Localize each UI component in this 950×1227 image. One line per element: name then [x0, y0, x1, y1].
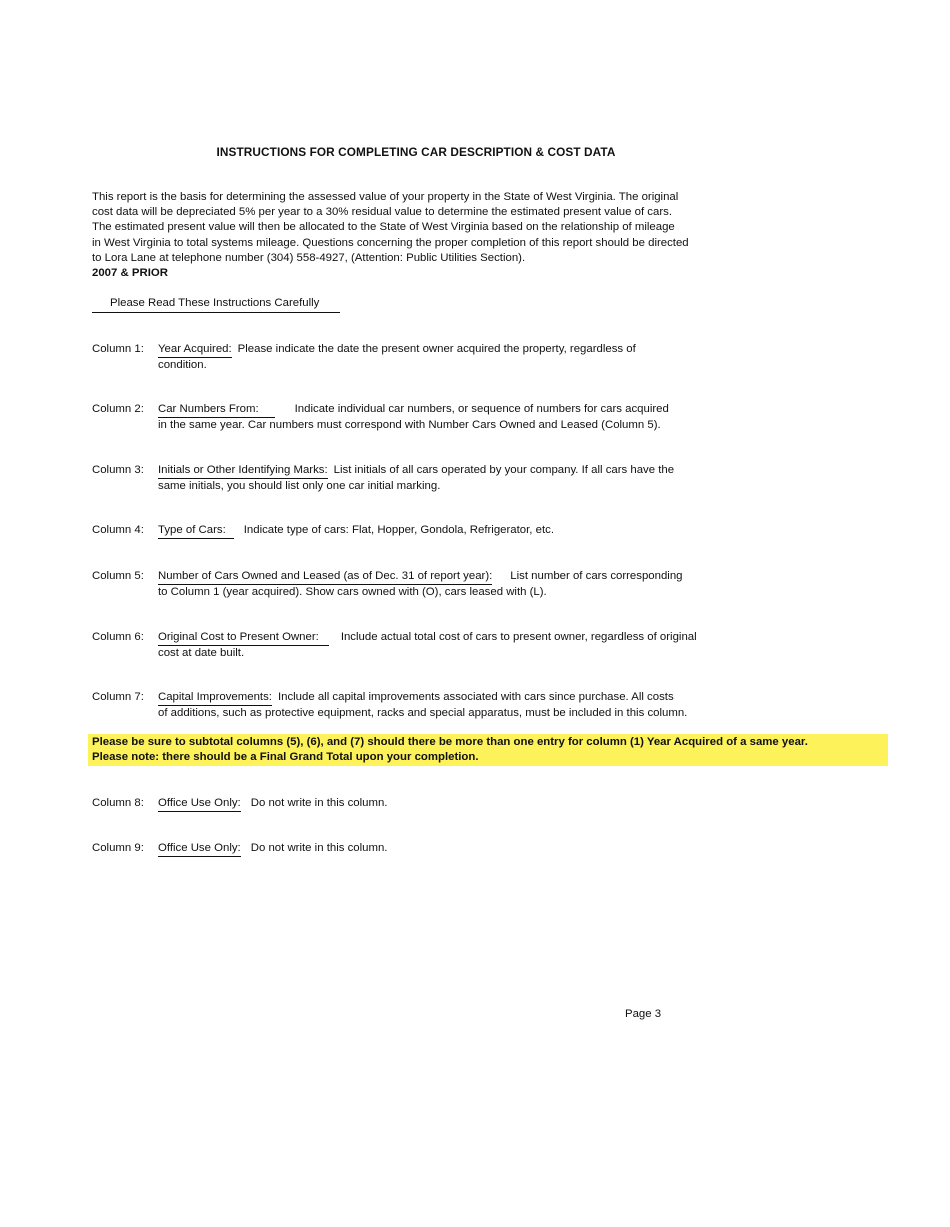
column-text: Indicate individual car numbers, or sequence of numbers for cars acquired: [294, 403, 669, 415]
intro-line: This report is the basis for determining the assessed value of your property in the State of West Virginia. The original: [92, 191, 679, 203]
column-text: cost at date built.: [158, 647, 245, 660]
column-label: Column 9:: [92, 842, 144, 854]
column-term: Office Use Only:: [158, 841, 241, 857]
column-text: Do not write in this column.: [250, 842, 388, 854]
read-carefully-heading: [92, 296, 340, 313]
intro-paragraph: [92, 190, 792, 281]
highlight-line: Please be sure to subtotal columns (5), (6), and (7) should there be more than one entry for column (1) Year Acquired of a same year.: [92, 736, 808, 748]
column-term: Capital Improvements:: [158, 690, 272, 706]
page-number: Page 3: [625, 1008, 662, 1020]
highlight-line: Please note: there should be a Final Grand Total upon your completion.: [92, 751, 479, 764]
column-text: Include all capital improvements associated with cars since purchase. All costs: [277, 691, 674, 703]
column-label: Column 6:: [92, 631, 144, 643]
column-label: Column 8:: [92, 797, 144, 809]
column-label: Column 5:: [92, 570, 144, 582]
read-carefully-text: Please Read These Instructions Carefully: [110, 297, 320, 309]
intro-line: cost data will be depreciated 5% per year to a 30% residual value to determine the estimated present value of cars.: [92, 206, 672, 219]
column-label: Column 3:: [92, 464, 144, 476]
column-label: Column 4:: [92, 524, 144, 536]
column-term: Type of Cars:: [158, 523, 234, 539]
column-term: Year Acquired:: [158, 342, 232, 358]
column-text: in the same year. Car numbers must correspond with Number Cars Owned and Leased (Column 5).: [158, 419, 661, 432]
column-text: Include actual total cost of cars to present owner, regardless of original: [340, 631, 697, 643]
column-label: Column 1:: [92, 343, 144, 355]
column-text: Please indicate the date the present owner acquired the property, regardless of: [237, 343, 636, 355]
column-term: Car Numbers From:: [158, 402, 275, 418]
year-note: 2007 & PRIOR: [92, 267, 168, 280]
column-term: Original Cost to Present Owner:: [158, 630, 329, 646]
column-text: List initials of all cars operated by your company. If all cars have the: [333, 464, 675, 476]
column-text: List number of cars corresponding: [510, 570, 683, 582]
column-term: Number of Cars Owned and Leased (as of Dec. 31 of report year):: [158, 569, 492, 585]
intro-line: The estimated present value will then be allocated to the State of West Virginia based on the relationship of mileage: [92, 221, 675, 234]
column-label: Column 7:: [92, 691, 144, 703]
column-label: Column 2:: [92, 403, 144, 415]
intro-line: to Lora Lane at telephone number (304) 558-4927, (Attention: Public Utilities Section).: [92, 251, 526, 264]
column-text: Indicate type of cars: Flat, Hopper, Gondola, Refrigerator, etc.: [243, 524, 554, 536]
column-text: Do not write in this column.: [250, 797, 388, 809]
highlighted-note: [92, 735, 808, 765]
column-term: Initials or Other Identifying Marks:: [158, 463, 328, 479]
column-text: of additions, such as protective equipment, racks and special apparatus, must be included in this column.: [158, 707, 688, 720]
column-term: Office Use Only:: [158, 796, 241, 812]
intro-line: in West Virginia to total systems mileage. Questions concerning the proper completion of this report should be directed: [92, 236, 689, 249]
column-text: same initials, you should list only one car initial marking.: [158, 480, 441, 493]
column-text: to Column 1 (year acquired). Show cars owned with (O), cars leased with (L).: [158, 586, 547, 599]
document-title: INSTRUCTIONS FOR COMPLETING CAR DESCRIPTION & COST DATA: [216, 145, 616, 159]
column-text: condition.: [158, 359, 207, 372]
